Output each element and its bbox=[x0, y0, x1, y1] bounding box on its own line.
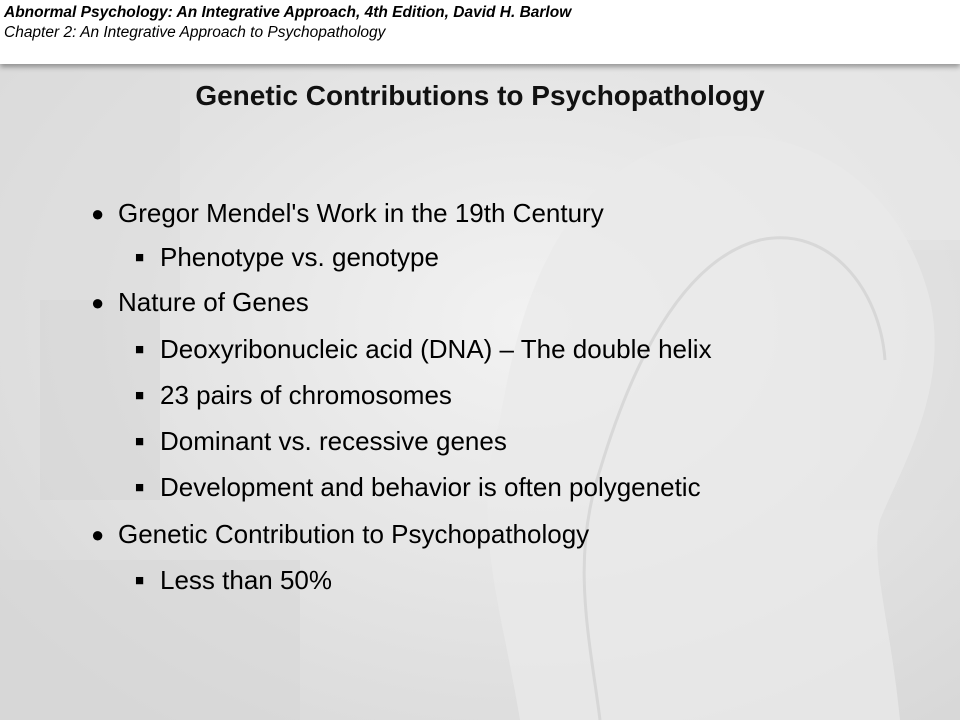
bullet-text: Gregor Mendel's Work in the 19th Century bbox=[118, 198, 604, 228]
bullet-square-icon: ■ bbox=[135, 341, 145, 358]
bullet-text: Phenotype vs. genotype bbox=[160, 242, 439, 272]
bullet-square-icon: ■ bbox=[135, 572, 145, 589]
bullet-text: Nature of Genes bbox=[118, 287, 309, 317]
sub-bullet-item bbox=[135, 472, 701, 503]
sub-bullet-item bbox=[135, 380, 452, 411]
bullet-dot-icon: ● bbox=[91, 290, 105, 315]
bullet-text: Dominant vs. recessive genes bbox=[160, 426, 507, 456]
bullet-square-icon: ■ bbox=[135, 479, 145, 496]
sub-bullet-item bbox=[135, 242, 439, 273]
sub-bullet-item bbox=[135, 334, 712, 365]
bullet-item bbox=[91, 519, 590, 550]
bullet-text: Genetic Contribution to Psychopathology bbox=[118, 519, 590, 549]
bullet-dot-icon: ● bbox=[91, 201, 105, 226]
bullet-square-icon: ■ bbox=[135, 387, 145, 404]
chapter-title: Chapter 2: An Integrative Approach to Psychopathology bbox=[4, 24, 386, 41]
bullet-text: Development and behavior is often polygenetic bbox=[160, 472, 701, 502]
bullet-dot-icon: ● bbox=[91, 522, 105, 547]
bullet-text: Deoxyribonucleic acid (DNA) – The double helix bbox=[160, 334, 712, 364]
bullet-square-icon: ■ bbox=[135, 249, 145, 266]
sub-bullet-item bbox=[135, 426, 507, 457]
bullet-item bbox=[91, 198, 604, 229]
bullet-square-icon: ■ bbox=[135, 433, 145, 450]
bullet-text: 23 pairs of chromosomes bbox=[160, 380, 452, 410]
book-title: Abnormal Psychology: An Integrative Approach, 4th Edition, David H. Barlow bbox=[4, 4, 572, 21]
bullet-text: Less than 50% bbox=[160, 565, 333, 595]
slide-title: Genetic Contributions to Psychopathology bbox=[195, 80, 765, 111]
bullet-item bbox=[91, 287, 309, 318]
sub-bullet-item bbox=[135, 565, 333, 596]
